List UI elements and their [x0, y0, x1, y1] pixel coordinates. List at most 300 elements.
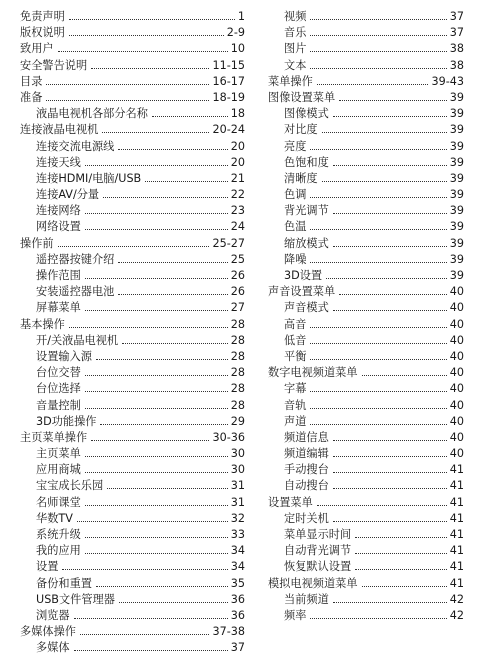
dot-leader	[119, 602, 228, 603]
dot-leader	[310, 424, 446, 425]
toc-subentry	[268, 608, 464, 624]
toc-page-number: 40	[449, 414, 464, 428]
dot-leader	[355, 569, 447, 570]
toc-page-number: 42	[449, 592, 464, 606]
toc-page-number: 40	[449, 285, 464, 299]
toc-entry	[20, 90, 245, 106]
toc-subentry	[268, 511, 464, 527]
dot-leader	[322, 132, 447, 133]
toc-entry-title: 频道信息	[284, 430, 329, 444]
dot-leader	[118, 149, 227, 150]
toc-page-number: 40	[449, 382, 464, 396]
toc-entry-title: 开/关液晶电视机	[36, 333, 119, 347]
toc-entry	[268, 576, 464, 592]
toc-entry-title: 准备	[20, 90, 43, 104]
toc-page-number: 21	[230, 171, 245, 185]
dot-leader	[339, 294, 447, 295]
toc-entry-title: USB文件管理器	[36, 592, 115, 606]
toc-page-number: 41	[449, 479, 464, 493]
toc-subentry	[268, 171, 464, 187]
toc-page-number: 39	[449, 220, 464, 234]
toc-entry-title: 手动搜台	[284, 463, 329, 477]
dot-leader	[46, 84, 209, 85]
toc-entry-title: 操作前	[20, 236, 54, 250]
toc-page-number: 34	[230, 544, 245, 558]
toc-subentry	[268, 398, 464, 414]
toc-subentry	[268, 527, 464, 543]
dot-leader	[46, 100, 209, 101]
toc-entry-title: 音量控制	[36, 398, 81, 412]
toc-entry-title: 致用户	[20, 42, 54, 56]
toc-entry-title: 图像设置菜单	[268, 90, 336, 104]
dot-leader	[152, 116, 228, 117]
toc-page-number: 1	[237, 10, 245, 23]
toc-page-number: 16-17	[212, 74, 245, 88]
toc-page-number: 26	[230, 285, 245, 299]
toc-entry-title: 系统升级	[36, 528, 81, 541]
toc-entry-title: 屏幕菜单	[36, 301, 81, 315]
toc-subentry	[20, 252, 245, 268]
toc-entry-title: 频率	[284, 608, 307, 622]
toc-page-number: 39	[449, 90, 464, 104]
toc-subentry	[268, 58, 464, 74]
toc-page-number: 40	[449, 333, 464, 347]
toc-entry-title: 色调	[284, 188, 307, 202]
toc-page-number: 35	[230, 576, 245, 590]
toc-subentry	[20, 495, 245, 511]
toc-subentry	[20, 640, 245, 656]
toc-subentry	[20, 155, 245, 171]
toc-page-number: 28	[230, 317, 245, 331]
toc-page-number: 10	[230, 42, 245, 56]
toc-page-number: 37-38	[212, 625, 245, 639]
toc-page-number: 41	[449, 528, 464, 541]
toc-subentry	[268, 155, 464, 171]
toc-subentry	[268, 430, 464, 446]
toc-subentry	[20, 478, 245, 494]
toc-subentry	[268, 559, 464, 575]
dot-leader	[58, 246, 210, 247]
toc-entry-title: 连接交流电源线	[36, 139, 115, 153]
toc-page-number: 20	[230, 139, 245, 153]
toc-subentry	[268, 333, 464, 349]
dot-leader	[145, 181, 228, 182]
dot-leader	[317, 84, 429, 85]
toc-page-number: 39	[449, 269, 464, 282]
dot-leader	[333, 488, 447, 489]
toc-subentry	[20, 414, 245, 430]
dot-leader	[58, 51, 228, 52]
toc-subentry	[268, 592, 464, 608]
toc-entry-title: 免责声明	[20, 10, 65, 23]
dot-leader	[326, 278, 447, 279]
dot-leader	[85, 456, 228, 457]
toc-entry-title: 多媒体操作	[20, 625, 76, 639]
toc-entry-title: 恢复默认设置	[284, 560, 352, 574]
dot-leader	[85, 472, 228, 473]
dot-leader	[310, 408, 446, 409]
dot-leader	[310, 262, 446, 263]
toc-entry-title: 声音设置菜单	[268, 285, 336, 299]
toc-entry-title: 高音	[284, 317, 307, 331]
dot-leader	[85, 375, 228, 376]
toc-subentry	[20, 171, 245, 187]
toc-entry-title: 图片	[284, 42, 307, 56]
toc-page-number: 40	[449, 317, 464, 331]
toc-subentry	[268, 9, 464, 25]
toc-subentry	[268, 349, 464, 365]
toc-entry-title: 当前频道	[284, 592, 329, 606]
toc-page-number: 34	[230, 560, 245, 574]
dot-leader	[85, 553, 228, 554]
toc-page-number: 41	[449, 544, 464, 558]
toc-entry-title: 备份和重置	[36, 576, 92, 590]
toc-subentry	[20, 284, 245, 300]
dot-leader	[62, 569, 227, 570]
toc-entry-title: 基本操作	[20, 317, 65, 331]
toc-page-number: 40	[449, 366, 464, 380]
dot-leader	[85, 537, 228, 538]
dot-leader	[333, 116, 447, 117]
toc-page-number: 40	[449, 398, 464, 412]
dot-leader	[333, 165, 447, 166]
dot-leader	[310, 391, 446, 392]
toc-page-number: 27	[230, 301, 245, 315]
toc-entry-title: 图像模式	[284, 107, 329, 121]
dot-leader	[333, 472, 447, 473]
toc-subentry	[20, 349, 245, 365]
toc-page-number: 23	[230, 204, 245, 218]
dot-leader	[91, 68, 209, 69]
toc-subentry	[20, 139, 245, 155]
toc-entry	[20, 41, 245, 57]
toc-page-number: 39	[449, 139, 464, 153]
toc-entry-title: 3D设置	[284, 269, 323, 282]
dot-leader	[69, 327, 228, 328]
dot-leader	[322, 181, 447, 182]
toc-subentry	[268, 187, 464, 203]
toc-page-number: 41	[449, 576, 464, 590]
toc-entry-title: 视频	[284, 10, 307, 23]
dot-leader	[333, 602, 447, 603]
toc-page-number: 25-27	[212, 236, 245, 250]
toc-page-number: 22	[230, 188, 245, 202]
toc-subentry	[20, 527, 245, 543]
toc-page-number: 30	[230, 447, 245, 461]
toc-page-number: 25	[230, 252, 245, 266]
dot-leader	[362, 586, 447, 587]
dot-leader	[355, 537, 447, 538]
toc-subentry	[268, 252, 464, 268]
toc-page-number: 24	[230, 220, 245, 234]
toc-subentry	[20, 381, 245, 397]
toc-subentry	[20, 365, 245, 381]
toc-page-number: 28	[230, 366, 245, 380]
toc-entry-title: 定时关机	[284, 511, 329, 525]
dot-leader	[85, 213, 228, 214]
toc-page-number: 30	[230, 463, 245, 477]
dot-leader	[310, 19, 446, 20]
dot-leader	[355, 553, 447, 554]
toc-subentry	[268, 300, 464, 316]
toc-page-number: 40	[449, 349, 464, 363]
toc-page-number: 39	[449, 236, 464, 250]
toc-page-number: 41	[449, 560, 464, 574]
dot-leader	[333, 213, 447, 214]
dot-leader	[100, 424, 227, 425]
dot-leader	[91, 440, 209, 441]
toc-subentry	[268, 122, 464, 138]
toc-page-number: 41	[449, 511, 464, 525]
toc-left-column	[20, 9, 245, 657]
toc-entry-title: 我的应用	[36, 544, 81, 558]
dot-leader	[310, 343, 446, 344]
toc-entry-title: 自动背光调节	[284, 544, 352, 558]
toc-page-number: 40	[449, 447, 464, 461]
dot-leader	[310, 327, 446, 328]
toc-entry-title: 台位交替	[36, 366, 81, 380]
toc-page-number: 30-36	[212, 430, 245, 444]
dot-leader	[310, 197, 446, 198]
toc-entry-title: 色温	[284, 220, 307, 234]
toc-entry-title: 华数TV	[36, 511, 73, 525]
toc-subentry	[20, 187, 245, 203]
toc-right-column	[268, 9, 464, 624]
toc-entry-title: 文本	[284, 58, 307, 72]
dot-leader	[85, 229, 228, 230]
toc-entry-title: 遥控器按键介绍	[36, 252, 115, 266]
toc-page-number: 39	[449, 204, 464, 218]
toc-entry	[20, 25, 245, 41]
dot-leader	[77, 521, 228, 522]
toc-subentry	[268, 446, 464, 462]
toc-entry-title: 台位选择	[36, 382, 81, 396]
toc-entry	[20, 74, 245, 90]
toc-subentry	[268, 139, 464, 155]
toc-page-number: 37	[230, 641, 245, 655]
toc-subentry	[20, 219, 245, 235]
dot-leader	[310, 618, 446, 619]
dot-leader	[310, 51, 446, 52]
toc-entry-title: 多媒体	[36, 641, 70, 655]
dot-leader	[69, 35, 224, 36]
toc-entry	[20, 430, 245, 446]
toc-entry-title: 数字电视频道菜单	[268, 366, 358, 380]
toc-page-number: 39	[449, 123, 464, 137]
toc-subentry	[20, 511, 245, 527]
dot-leader	[107, 488, 228, 489]
toc-subentry	[20, 106, 245, 122]
toc-page-number: 20-24	[212, 123, 245, 137]
toc-subentry	[268, 478, 464, 494]
toc-page-number: 28	[230, 382, 245, 396]
toc-page-number: 18	[230, 107, 245, 121]
toc-entry	[268, 365, 464, 381]
toc-page-number: 11-15	[212, 58, 245, 72]
toc-page-number: 38	[449, 42, 464, 56]
toc-entry-title: 主页菜单操作	[20, 430, 88, 444]
toc-page-number: 39	[449, 252, 464, 266]
toc-subentry	[268, 203, 464, 219]
toc-subentry	[268, 268, 464, 284]
toc-page-number: 39	[449, 107, 464, 121]
toc-subentry	[20, 592, 245, 608]
toc-page-number: 20	[230, 155, 245, 169]
toc-entry-title: 宝宝成长乐园	[36, 479, 104, 493]
toc-subentry	[268, 25, 464, 41]
dot-leader	[103, 197, 228, 198]
dot-leader	[80, 634, 210, 635]
dot-leader	[310, 229, 446, 230]
toc-entry-title: 主页菜单	[36, 447, 81, 461]
toc-entry-title: 背光调节	[284, 204, 329, 218]
toc-subentry	[268, 543, 464, 559]
dot-leader	[333, 521, 447, 522]
toc-entry-title: 3D功能操作	[36, 414, 97, 428]
toc-entry-title: 声音模式	[284, 301, 329, 315]
toc-entry-title: 清晰度	[284, 171, 318, 185]
toc-entry-title: 菜单操作	[268, 74, 313, 88]
toc-entry-title: 自动搜台	[284, 479, 329, 493]
dot-leader	[118, 294, 227, 295]
toc-subentry	[20, 462, 245, 478]
toc-entry-title: 连接液晶电视机	[20, 123, 99, 137]
dot-leader	[310, 35, 446, 36]
toc-page-number: 18-19	[212, 90, 245, 104]
toc-entry-title: 亮度	[284, 139, 307, 153]
toc-entry-title: 应用商城	[36, 463, 81, 477]
dot-leader	[85, 408, 228, 409]
toc-page-number: 28	[230, 398, 245, 412]
dot-leader	[310, 149, 446, 150]
toc-subentry	[20, 559, 245, 575]
toc-page-number: 37	[449, 10, 464, 23]
toc-subentry	[268, 106, 464, 122]
toc-entry	[268, 495, 464, 511]
dot-leader	[333, 440, 447, 441]
dot-leader	[85, 165, 228, 166]
toc-page-number: 32	[230, 511, 245, 525]
toc-entry-title: 频道编辑	[284, 447, 329, 461]
toc-entry-title: 浏览器	[36, 608, 70, 622]
dot-leader	[74, 650, 228, 651]
toc-page-number: 39	[449, 171, 464, 185]
toc-entry	[268, 90, 464, 106]
dot-leader	[96, 359, 228, 360]
toc-entry-title: 连接网络	[36, 204, 81, 218]
toc-page-number: 38	[449, 58, 464, 72]
toc-entry	[20, 236, 245, 252]
toc-entry-title: 降噪	[284, 252, 307, 266]
toc-entry-title: 设置	[36, 560, 59, 574]
toc-entry	[20, 624, 245, 640]
dot-leader	[317, 505, 447, 506]
toc-entry-title: 菜单显示时间	[284, 528, 352, 541]
toc-subentry	[20, 446, 245, 462]
toc-page-number: 28	[230, 333, 245, 347]
toc-subentry	[20, 543, 245, 559]
toc-page-number: 36	[230, 608, 245, 622]
dot-leader	[310, 68, 446, 69]
toc-page-number: 33	[230, 528, 245, 541]
dot-leader	[85, 391, 228, 392]
toc-entry-title: 平衡	[284, 349, 307, 363]
dot-leader	[96, 586, 228, 587]
toc-subentry	[268, 462, 464, 478]
toc-subentry	[268, 381, 464, 397]
toc-entry-title: 声道	[284, 414, 307, 428]
toc-entry-title: 音乐	[284, 26, 307, 40]
toc-subentry	[20, 333, 245, 349]
toc-entry	[20, 58, 245, 74]
toc-entry-title: 安全警告说明	[20, 58, 88, 72]
dot-leader	[85, 505, 228, 506]
toc-page-number: 31	[230, 479, 245, 493]
toc-entry-title: 设置菜单	[268, 495, 313, 509]
toc-entry	[268, 284, 464, 300]
toc-entry-title: 安装遥控器电池	[36, 285, 115, 299]
toc-entry-title: 名师课堂	[36, 495, 81, 509]
dot-leader	[85, 310, 228, 311]
toc-entry	[20, 9, 245, 25]
toc-page-number: 40	[449, 430, 464, 444]
toc-subentry	[20, 608, 245, 624]
toc-subentry	[268, 414, 464, 430]
toc-entry	[20, 122, 245, 138]
toc-page-number: 37	[449, 26, 464, 40]
dot-leader	[339, 100, 447, 101]
toc-page-number: 41	[449, 495, 464, 509]
toc-entry-title: 操作范围	[36, 269, 81, 282]
dot-leader	[122, 343, 228, 344]
toc-entry	[268, 74, 464, 90]
dot-leader	[118, 262, 227, 263]
toc-subentry	[20, 268, 245, 284]
toc-subentry	[20, 576, 245, 592]
toc-entry-title: 液晶电视机各部分名称	[36, 107, 148, 121]
toc-entry-title: 缩放模式	[284, 236, 329, 250]
dot-leader	[333, 246, 447, 247]
toc-page-number: 2-9	[226, 26, 245, 40]
dot-leader	[362, 375, 447, 376]
toc-page-number: 36	[230, 592, 245, 606]
toc-page-number: 40	[449, 301, 464, 315]
dot-leader	[333, 310, 447, 311]
toc-subentry	[268, 41, 464, 57]
toc-entry-title: 音轨	[284, 398, 307, 412]
toc-page-number: 26	[230, 269, 245, 282]
dot-leader	[74, 618, 228, 619]
toc-entry-title: 连接AV/分量	[36, 188, 100, 202]
toc-entry-title: 字幕	[284, 382, 307, 396]
toc-subentry	[20, 203, 245, 219]
toc-entry	[20, 317, 245, 333]
dot-leader	[102, 132, 209, 133]
dot-leader	[85, 278, 228, 279]
dot-leader	[333, 456, 447, 457]
toc-entry-title: 色饱和度	[284, 155, 329, 169]
toc-entry-title: 连接HDMI/电脑/USB	[36, 171, 142, 185]
toc-entry-title: 设置输入源	[36, 349, 92, 363]
toc-page-number: 39	[449, 155, 464, 169]
toc-entry-title: 版权说明	[20, 26, 65, 40]
toc-subentry	[20, 300, 245, 316]
toc-subentry	[268, 236, 464, 252]
toc-entry-title: 连接天线	[36, 155, 81, 169]
toc-entry-title: 低音	[284, 333, 307, 347]
toc-page-number: 39	[449, 188, 464, 202]
toc-page-number: 39-43	[431, 74, 464, 88]
